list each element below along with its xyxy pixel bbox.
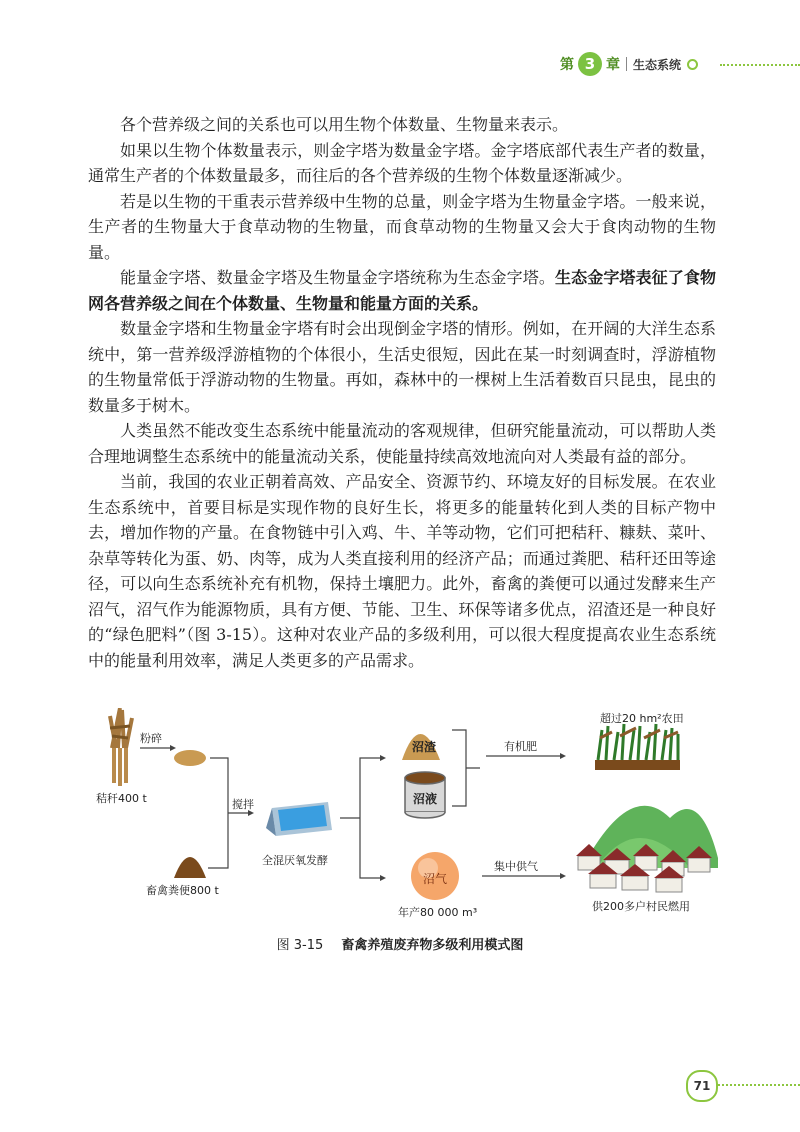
fermenter-tank-icon bbox=[266, 802, 332, 836]
body-text bbox=[88, 112, 716, 673]
page-header bbox=[0, 52, 800, 76]
paragraph-2: 如果以生物个体数量表示，则金字塔为数量金字塔。金字塔底部代表生产者的数量，通常生产者的个体数量最多，而往后的各个营养级的生物个体数量逐渐减少。 bbox=[88, 140, 716, 185]
figure-caption bbox=[0, 934, 800, 953]
header-divider bbox=[626, 57, 627, 71]
straw-label: 秸秆400 t bbox=[96, 792, 147, 805]
farmland-icon bbox=[595, 724, 680, 770]
chapter-suffix: 章 bbox=[606, 57, 620, 73]
villagers-label: 供200多户村民燃用 bbox=[592, 900, 690, 913]
footer-dotted-line bbox=[718, 1084, 800, 1086]
chapter-number: 3 bbox=[578, 52, 602, 76]
chapter-title: 生态系统 bbox=[633, 57, 682, 72]
village-icon bbox=[576, 806, 718, 892]
chapter-prefix: 第 bbox=[560, 57, 574, 73]
pyramid-bold-text: 生态金字塔表征了食物网各营养级之间在个体数量、生物量和能量方面的关系。 bbox=[88, 268, 716, 313]
paragraph-5: 数量金字塔和生物量金字塔有时会出现倒金字塔的情形。例如，在开阔的大洋生态系统中，第一营养级浮游植物的个体很小，生活史很短，因此在某一时刻调查时，浮游植物的生物量常低于浮游动物的生物量。再如，森林中的一棵树上生活着数百只昆虫，昆虫的数量多于树木。 bbox=[88, 319, 716, 415]
crush-label: 粉碎 bbox=[140, 732, 162, 745]
pyramid-text: 能量金字塔、数量金字塔及生物量金字塔统称为生态金字塔。 bbox=[120, 268, 555, 287]
header-dotted-line bbox=[720, 64, 800, 66]
figure-3-15 bbox=[90, 708, 720, 920]
paragraph-7: 当前，我国的农业正朝着高效、产品安全、资源节约、环境友好的目标发展。在农业生态系统中，首要目标是实现作物的良好生长，将更多的能量转化到人类的目标产物中去，增加作物的产量。在食物链中引入鸡、牛、羊等动物，它们可把秸秆、糠麸、菜叶、杂草等转化为蛋、奶、肉等，成为人类直接利用的经济产品；而通过粪肥、秸秆还田等途径，可以向生态系统补充有机物，保持土壤肥力。此外，畜禽的粪便可以通过发酵来生产沼气，沼气作为能源物质，具有方便、节能、卫生、环保等诸多优点，沼渣还是一种良好的“绿色肥料”（图 3-15）。这种对农业产品的多级利用，可以很大程度提高农业生态系统中的能量利用效率，满足人类更多的产品需求。 bbox=[88, 472, 716, 670]
annual-output-label: 年产80 000 m³ bbox=[398, 906, 478, 919]
liquid-label: 沼液 bbox=[413, 792, 438, 806]
page-number: 71 bbox=[686, 1070, 718, 1102]
central-supply-label: 集中供气 bbox=[494, 860, 538, 873]
paragraph-6: 人类虽然不能改变生态系统中能量流动的客观规律，但研究能量流动，可以帮助人类合理地调整生态系统中的能量流动关系，使能量持续高效地流向对人类最有益的部分。 bbox=[88, 421, 716, 466]
caption-number: 图 3-15 bbox=[276, 938, 324, 953]
bracket-fertilizer bbox=[452, 730, 480, 806]
stir-label: 搅拌 bbox=[232, 798, 254, 811]
organic-fertilizer-label: 有机肥 bbox=[504, 740, 537, 753]
header-dot-icon bbox=[687, 59, 698, 70]
manure-icon bbox=[174, 857, 206, 878]
farmland-label: 超过20 hm²农田 bbox=[600, 712, 684, 725]
manure-label: 畜禽粪便800 t bbox=[146, 884, 219, 897]
arrow-split bbox=[340, 758, 380, 878]
paragraph-3: 若是以生物的干重表示营养级中生物的总量，则金字塔为生物量金字塔。一般来说，生产者的生物量大于食草动物的生物量，而食草动物的生物量又会大于食肉动物的生物量。 bbox=[88, 191, 716, 262]
paragraph-1: 各个营养级之间的关系也可以用生物个体数量、生物量来表示。 bbox=[120, 115, 569, 134]
biogas-label: 沼气 bbox=[423, 872, 448, 886]
caption-title: 畜禽养殖废弃物多级利用模式图 bbox=[341, 938, 524, 953]
straw-icon bbox=[110, 708, 132, 786]
paragraph-4 bbox=[88, 265, 716, 316]
arrow-stir bbox=[208, 758, 248, 868]
residue-label: 沼渣 bbox=[412, 740, 437, 754]
crushed-straw-icon bbox=[174, 750, 206, 766]
fermenter-label: 全混厌氧发酵 bbox=[262, 854, 328, 867]
chapter-tag bbox=[560, 52, 730, 76]
